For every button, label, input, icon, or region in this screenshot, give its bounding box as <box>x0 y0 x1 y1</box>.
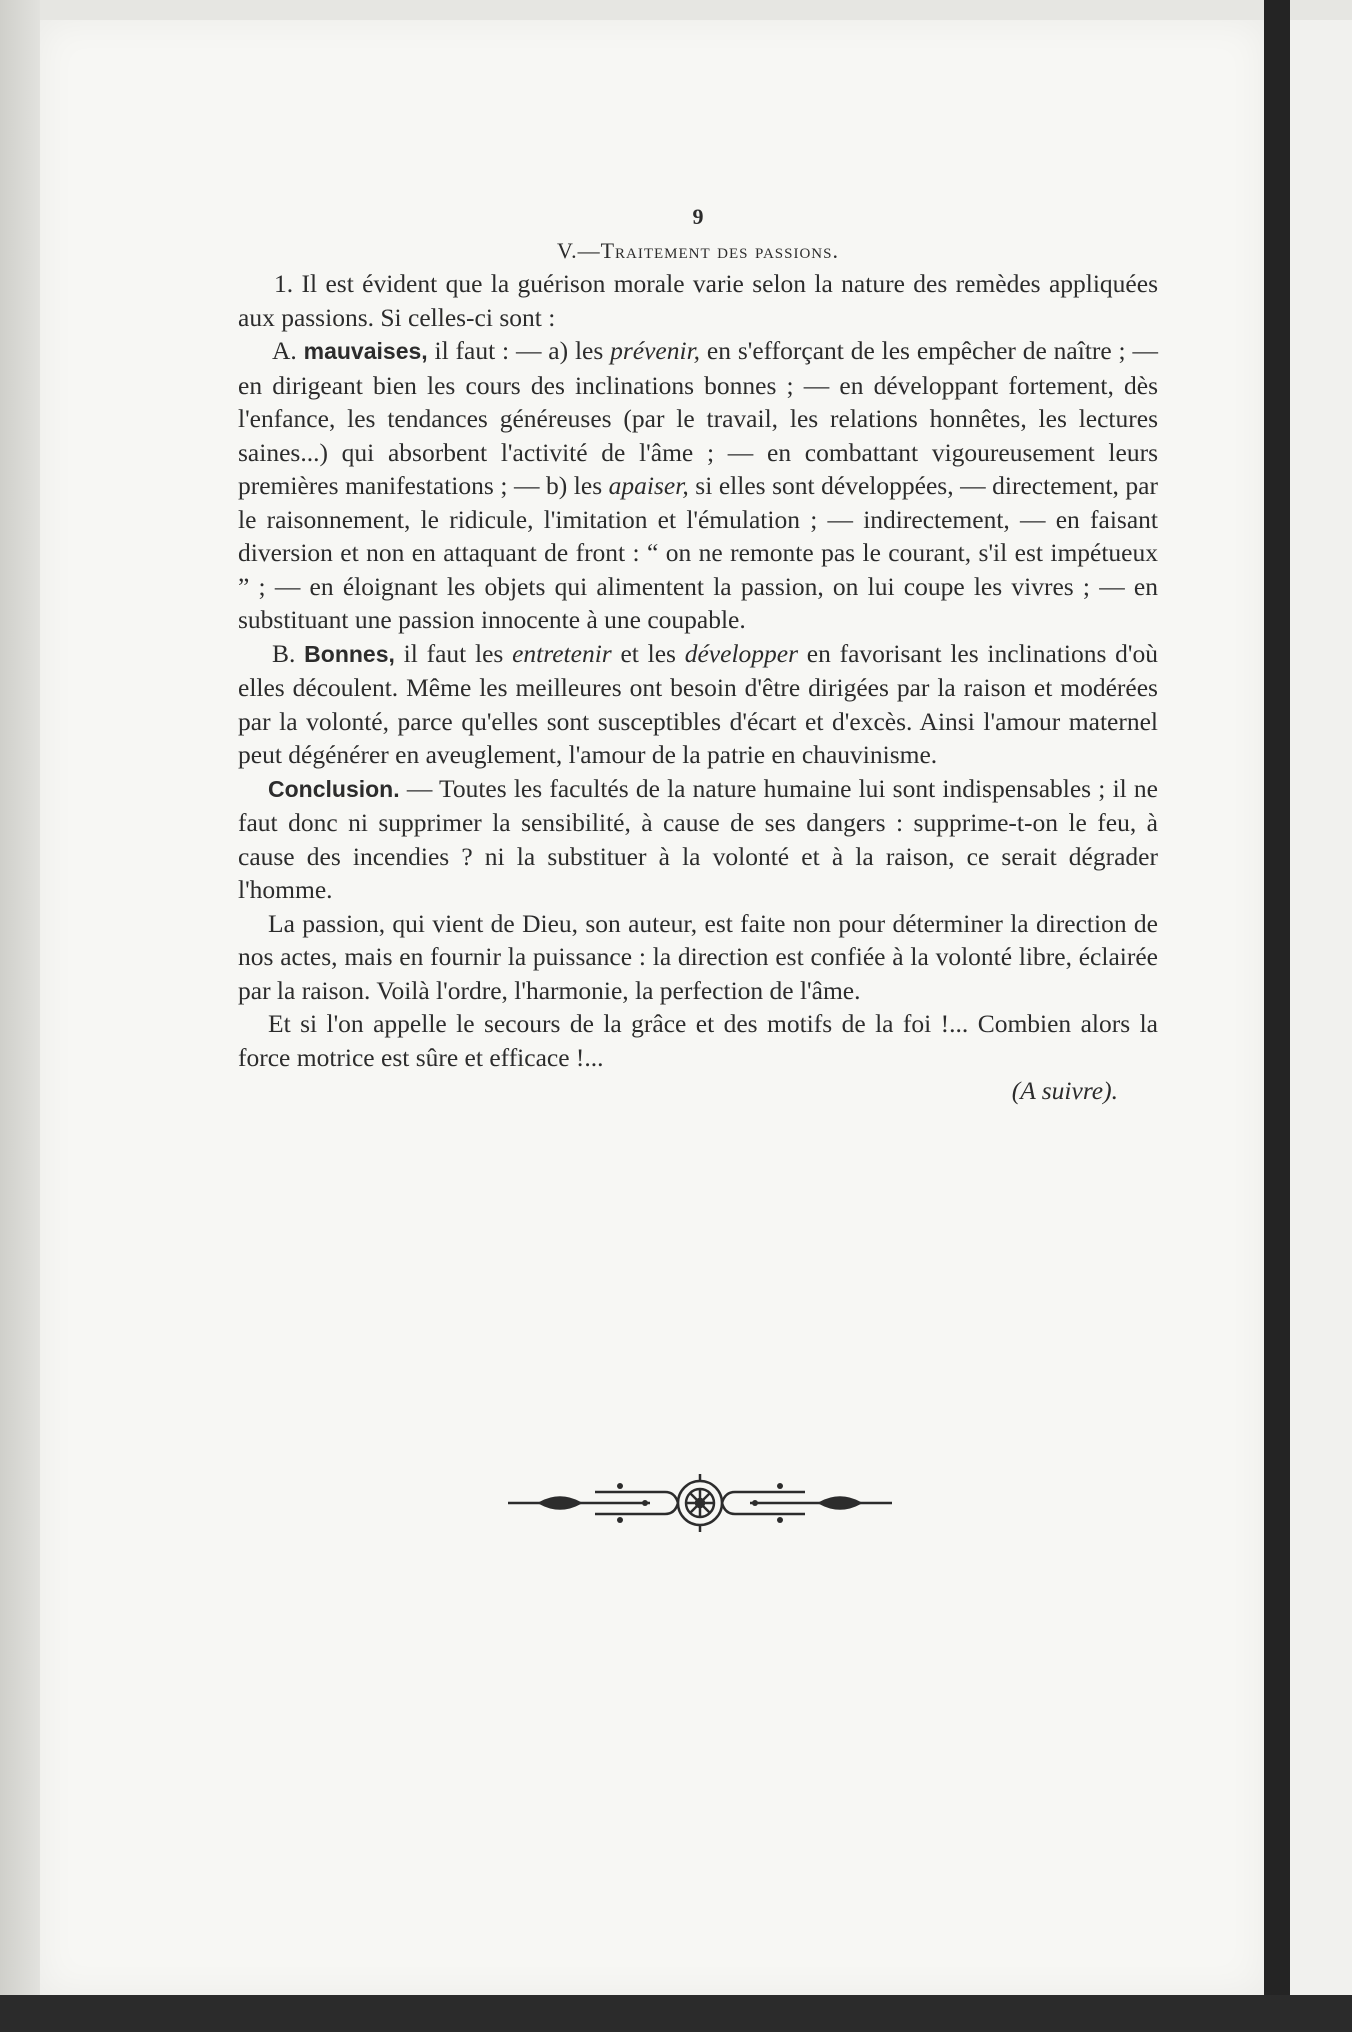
ornament-icon <box>500 1470 900 1536</box>
paragraph-a-text-2: en s'efforçant de les empêcher de naître ; — en dirigeant bien les cours des inclinations bonnes ; — en développant fortement, dès l'enfance, les tendances généreuses (par le travail, les relations honnêtes, les lectures saines...) qui absorbent l'activité de l'âme ; — en combattant vigoureusement leurs premières manifestations ; — b) les <box>238 336 1158 500</box>
section-heading: V.—Traitement des passions. <box>557 237 839 263</box>
paragraph-b-text-2: et les <box>611 638 685 668</box>
paragraph-b-text-3: en favorisant les inclinations d'où elles découlent. Même les meilleures ont besoin d'être dirigées par la raison et modérées par la volonté, parce qu'elles sont susceptibles d'écart et d'excès. Ainsi l'amour maternel peut dégénérer en aveuglement, l'amour de la patrie en chauvinisme. <box>238 638 1159 769</box>
adjacent-page-edge <box>1290 20 1352 1995</box>
grace-paragraph: Et si l'on appelle le secours de la grâce et des motifs de la foi !... Combien alors la force motrice est sûre et efficace !... <box>238 1009 1158 1072</box>
term-entretenir: entretenir <box>512 638 612 668</box>
page-number: 9 <box>692 204 704 229</box>
conclusion-label: Conclusion. <box>268 775 400 802</box>
conclusion-text: — Toutes les facultés de la nature humaine lui sont indispensables ; il ne faut donc ni supprimer la sensibilité, à cause de ses dangers : supprime-t-on le feu, à cause des incendies ? ni la substituer à la volonté et à la raison, ce serait dégrader l'homme. <box>238 773 1158 904</box>
paragraph-a <box>238 334 1158 637</box>
page-body <box>238 200 1158 1108</box>
paragraph-b <box>238 637 1158 772</box>
scan-bottom-edge <box>0 1995 1352 2032</box>
item-label-a: A. <box>272 336 297 365</box>
paragraph-a-text-1: il faut : — a) les <box>427 336 611 365</box>
passion-paragraph: La passion, qui vient de Dieu, son auteur, est faite non pour déterminer la direction de nos actes, mais en fournir la puissance : la direction est confiée à la volonté libre, éclairée par la raison. Voilà l'ordre, l'harmonie, la perfection de l'âme. <box>238 908 1158 1005</box>
item-label-b: B. <box>272 638 296 668</box>
paragraph-a-text-3: si elles sont développées, — directement, par le raisonnement, le ridicule, l'imitation et l'émulation ; — indirectement, — en faisant diversion et non en attaquant de front : “ on ne remonte pas le courant, s'il est impétueux ” ; — en éloignant les objets qui alimentent la passion, on lui coupe les vivres ; — en substituant une passion innocente à une coupable. <box>238 471 1158 634</box>
term-bonnes: Bonnes, <box>304 640 395 667</box>
paragraph-number: 1. <box>274 269 294 298</box>
scan-left-edge <box>0 0 40 2032</box>
paragraph-1-text: Il est évident que la guérison morale varie selon la nature des remèdes appliquées aux passions. Si celles-ci sont : <box>238 269 1158 332</box>
scan-gutter <box>1264 0 1290 2032</box>
paragraph-1 <box>238 267 1158 334</box>
conclusion-paragraph <box>238 772 1158 907</box>
term-prevenir: prévenir, <box>610 336 701 365</box>
term-apaiser: apaiser, <box>608 471 689 500</box>
term-mauvaises: mauvaises, <box>303 338 428 364</box>
paragraph-b-text-1: il faut les <box>394 638 513 668</box>
term-developper: développer <box>684 638 799 668</box>
to-be-continued: (A suivre). <box>1011 1076 1118 1105</box>
